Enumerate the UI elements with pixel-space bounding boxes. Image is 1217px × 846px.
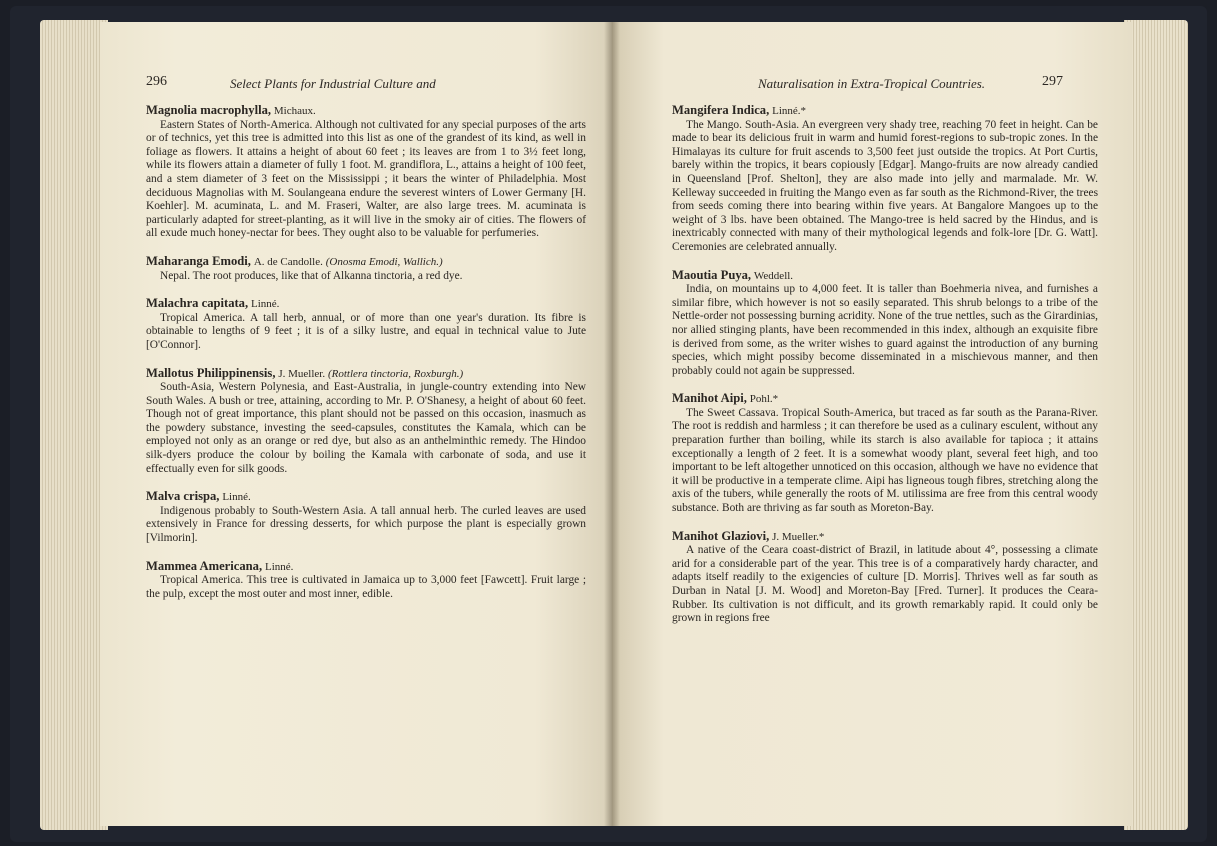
entry xyxy=(146,367,586,477)
entry xyxy=(672,392,1098,515)
entry-text: Eastern States of North-America. Although not cultivated for any special purposes of the arts or of technics, yet this tree is admitted into this list as one of the grandest of its kind, as well in foliage as flowers. It attains a height of about 60 feet ; its leaves are from 1 to 3½ feet long, while its flowers attain a diameter of fully 1 foot. M. grandiflora, L., attains a height of 100 feet, and a stem diameter of 3 feet on the Mississippi ; it bears the winter of Philadelphia. Most deciduous Magnolias with M. Soulangeana endure the severest winters of Lower Germany [H. Koehler]. M. acuminata, L. and M. Fraseri, Walter, are also large trees. M. acuminata is particularly adapted for street-planting, as it will live in the smoky air of cities. The flowers of all exude much honey-nectar for bees. They ought also to be valuable for perfumeries. xyxy=(146,118,586,240)
entry-authority: Linné.* xyxy=(772,105,807,117)
entry xyxy=(146,560,586,602)
entry-authority: J. Mueller. xyxy=(278,367,326,380)
entry xyxy=(146,297,586,352)
entry-name: Maoutia Puya, xyxy=(672,267,752,282)
right-page xyxy=(612,22,1132,826)
entry-authority: Linné. xyxy=(251,298,280,311)
entry-text: South-Asia, Western Polynesia, and East-Australia, in jungle-country extending into New South Wales. A bush or tree, attaining, according to Mr. P. O'Shanesy, a height of about 60 feet. Though not of great importance, this plant should not be passed on this occasion, inasmuch as the powdery substance, investing the seed-capsules, constitutes the Kamala, which can be employed not only as an orange or red dye, but also as an anthelminthic remedy. The Hindoo silk-dyers produce the colour by boiling the Kamala with carbonate of soda, and use it effectually even for silk goods. xyxy=(146,381,586,475)
right-page-body xyxy=(672,104,1098,634)
entry-text: Indigenous probably to South-Western Asia. A tall annual herb. The curled leaves are used extensively in France for dressing desserts, for which purpose the plant is especially grown [Vilmorin]. xyxy=(146,504,586,545)
entry-name: Mammea Americana, xyxy=(146,558,263,573)
entry-name: Manihot Aipi, xyxy=(672,391,747,406)
entry-authority: Pohl.* xyxy=(749,393,779,406)
entry-text: Tropical America. A tall herb, annual, or of more than one year's duration. Its fibre is obtainable to lengths of 9 feet ; it is of a silky lustre, and equal in technical value to Jute [O'Connor]. xyxy=(146,311,586,351)
left-page xyxy=(100,22,612,826)
entry-authority: A. de Candolle. xyxy=(253,255,323,268)
entry xyxy=(146,104,586,241)
entry-name: Mangifera Indica, xyxy=(672,103,770,117)
entry-name: Magnolia macrophylla, xyxy=(146,103,272,117)
entry-authority: Linné. xyxy=(222,491,251,504)
page-edges-right xyxy=(1124,20,1188,830)
running-header: Select Plants for Industrial Culture and xyxy=(230,76,436,91)
entry-authority: Linné. xyxy=(264,560,294,573)
entry-text: India, on mountains up to 4,000 feet. It is taller than Boehmeria nivea, and furnishes a similar fibre, which however is not so easily separated. This shrub belongs to a tribe of the Nettle-order not possessing burning acridity. None of the true nettles, such as the Girardinias, nor allied stinging plants, have been recommended in this index, although an exquisite fibre is derived from some, as the writer wishes to guard against the introduction of any burning species, which might possiby become disseminated in a mischievous manner, and then probably could not again be suppressed. xyxy=(672,283,1098,377)
entry-text: A native of the Ceara coast-district of Brazil, in latitude about 4°, possessing a climate arid for a considerable part of the year. This tree is of a comparatively hardy character, and adapts itself readily to the exigencies of culture [D. Morris]. Thrives well as far south as Durban in Natal [J. M. Wood] and Moreton-Bay [Fred. Turner]. It produces the Ceara-Rubber. Its cultivation is not difficult, and its growth remarkably rapid. It could only be grown in regions free xyxy=(672,544,1098,625)
entry xyxy=(146,490,586,545)
entry xyxy=(672,269,1098,379)
entry xyxy=(672,530,1098,626)
entry-text: The Sweet Cassava. Tropical South-America, but traced as far south as the Parana-River. The root is reddish and harmless ; it can therefore be used as a culinary esculent, without any preparation further than boiling, while its starch is also available for tapioca ; it attains exceptionally a length of 2 feet. It is a somewhat woody plant, several feet high, and too important to be left altogether unnoticed on this occasion, although we have no evidence that it will be productive in a temperate clime. Aipi has ligneous tough fibres, stretching along the axis of the tubers, while generally the roots of M. utilissima are free from this central woody substance. Both are thriving as far south as Moreton-Bay. xyxy=(672,406,1098,515)
entry-authority: J. Mueller.* xyxy=(772,530,825,543)
entry-name: Maharanga Emodi, xyxy=(146,253,251,268)
entry-text: Tropical America. This tree is cultivated in Jamaica up to 3,000 feet [Fawcett]. Fruit large ; the pulp, except the most outer and most inner, edible. xyxy=(146,574,586,600)
entry-text: Nepal. The root produces, like that of Alkanna tinctoria, a red dye. xyxy=(160,269,463,282)
entry-text: The Mango. South-Asia. An evergreen very shady tree, reaching 70 feet in height. Can be made to bear its delicious fruit in warm and humid forest-regions to sub-tropic zones. In the Himalayas its culture for fruit ascends to 3,500 feet just outside the tropics. At Port Curtis, barely within the tropics, it bears copiously [Edgar]. Mango-fruits are now already candied in Queensland [Prof. Shelton], they are also made into jelly and marmalade. Mr. W. Kelleway succeeded in fruiting the Mango even as far south as the Richmond-River, the trees from seeds coming there into bearing within five years. At Bangalore Mangoes up to the weight of 3 lbs. have been obtained. The Mango-tree is held sacred by the Hindus, and is inextricably connected with many of their mythological legends and folk-lore [Dr. G. Watt]. Ceremonies are celebrated annually. xyxy=(672,118,1098,253)
entry-name: Malachra capitata, xyxy=(146,296,249,311)
entry-name: Mallotus Philippinensis, xyxy=(146,365,276,380)
book-gutter xyxy=(604,22,620,826)
entry-synonym: (Onosma Emodi, Wallich.) xyxy=(325,255,443,268)
left-page-body xyxy=(146,104,586,609)
entry-authority: Michaux. xyxy=(273,105,316,117)
entry xyxy=(146,255,586,283)
running-header: Naturalisation in Extra-Tropical Countries. xyxy=(758,76,986,91)
entry xyxy=(672,104,1098,255)
page-number: 296 xyxy=(146,74,167,89)
entry-synonym: (Rottlera tinctoria, Roxburgh.) xyxy=(327,367,464,380)
entry-name: Manihot Glaziovi, xyxy=(672,528,770,543)
entry-authority: Weddell. xyxy=(753,269,794,282)
entry-name: Malva crispa, xyxy=(146,489,220,504)
page-edges-left xyxy=(40,20,108,830)
page-number: 297 xyxy=(1042,74,1063,89)
